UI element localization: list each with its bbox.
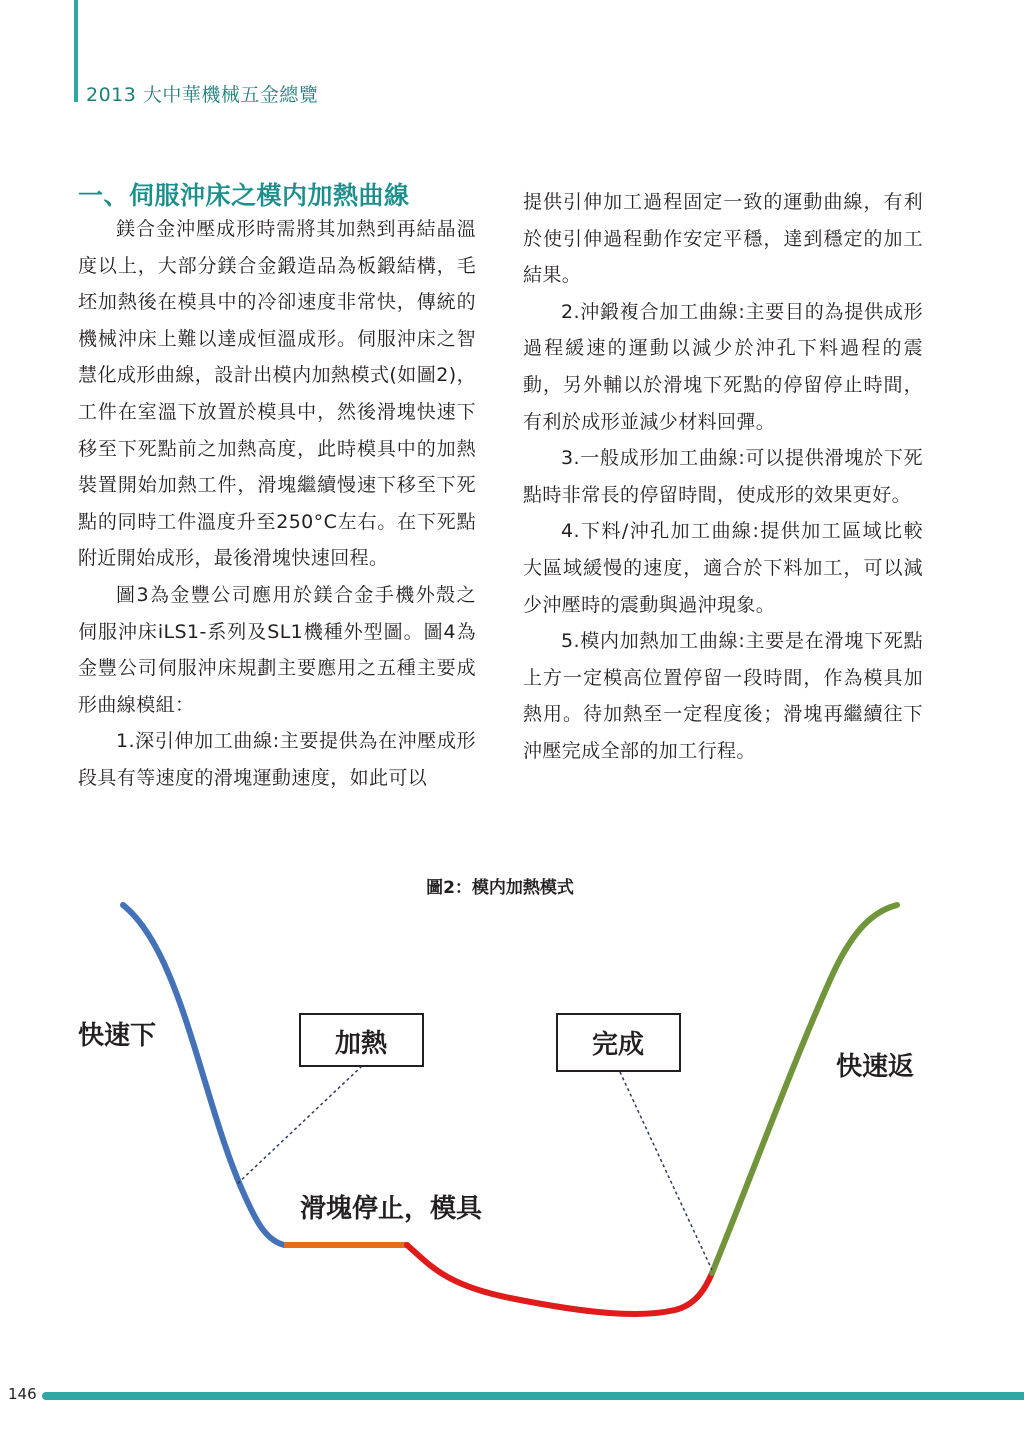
descent-curve (123, 905, 284, 1245)
paragraph: 2.沖鍛複合加工曲線:主要目的為提供成形過程緩速的運動以減少於沖孔下料過程的震動，另外輔以於滑塊下死點的停留停止時間，有利於成形並減少材料回彈。 (523, 300, 923, 433)
heating-leader-line (236, 1066, 362, 1185)
slide-stop-label: 滑塊停止，模具 (300, 1194, 483, 1224)
paragraph: 提供引伸加工過程固定一致的運動曲線，有利於使引伸過程動作安定平穩，達到穩定的加工結果。 (523, 191, 923, 287)
forming-curve (407, 1245, 712, 1314)
heating-mode-diagram (0, 890, 1024, 1350)
paragraph: 鎂合金沖壓成形時需將其加熱到再結晶溫度以上，大部分鎂合金鍛造品為板鍛結構，毛坯加熱後在模具中的冷卻速度非常快，傳統的機械沖床上難以達成恒溫成形。伺服沖床之智慧化成形曲線，設計出模内加熱模式(如圖2)，工件在室溫下放置於模具中，然後滑塊快速下移至下死點前之加熱高度，此時模具中的加熱裝置開始加熱工件，滑塊繼續慢速下移至下死點的同時工件溫度升至250°C左右。在下死點附近開始成形，最後滑塊快速回程。 (78, 218, 476, 570)
paragraph: 圖3為金豐公司應用於鎂合金手機外殼之伺服沖床iLS1-系列及SL1機種外型圖。圖4為金豐公司伺服沖床規劃主要應用之五種主要成形曲線模組： (78, 583, 476, 716)
page-number: 146 (8, 1385, 37, 1403)
right-column (523, 184, 923, 770)
heating-label: 加熱 (334, 1029, 388, 1059)
complete-label: 完成 (591, 1030, 645, 1060)
paragraph: 4.下料/沖孔加工曲線:提供加工區域比較大區域緩慢的速度，適合於下料加工，可以減少沖壓時的震動與過沖現象。 (523, 520, 923, 616)
paragraph: 5.模内加熱加工曲線:主要是在滑塊下死點上方一定模高位置停留一段時間，作為模具加熱用。待加熱至一定程度後；滑塊再繼續往下沖壓完成全部的加工行程。 (523, 630, 923, 762)
footer-accent-bar (42, 1392, 1024, 1400)
section-title: 一、伺服沖床之模内加熱曲線 (78, 181, 410, 210)
running-header: 2013 大中華機械五金總覽 (86, 84, 319, 106)
complete-leader-line (620, 1072, 712, 1270)
fast-down-label: 快速下 (78, 1021, 157, 1051)
figure-caption: 圖2：模内加熱模式 (426, 878, 574, 898)
fast-return-label: 快速返 (836, 1052, 915, 1082)
paragraph: 1.深引伸加工曲線:主要提供為在沖壓成形段具有等速度的滑塊運動速度，如此可以 (78, 730, 476, 789)
return-curve (712, 905, 897, 1273)
paragraph: 3.一般成形加工曲線:可以提供滑塊於下死點時非常長的停留時間，使成形的效果更好。 (523, 447, 923, 506)
left-column (78, 211, 476, 797)
header-accent-bar (74, 0, 78, 102)
